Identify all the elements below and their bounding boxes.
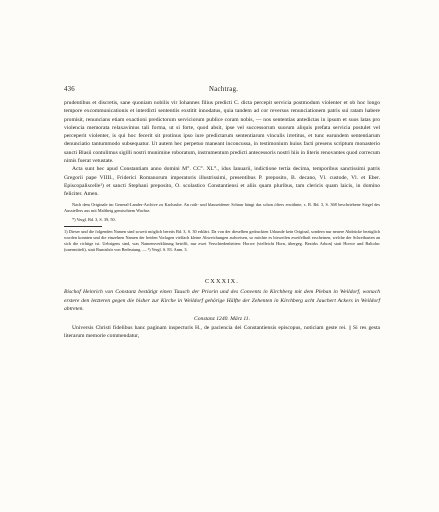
book-page — [64, 86, 380, 341]
document-dateline: Constanz 1240. März 11. — [194, 316, 250, 323]
reference-note: *) Vergl. Bd. 3, S. 39, 50. — [72, 216, 116, 222]
footnote: 1) Dieser und die folgenden Namen sind soweit möglich bereits Bd. 3, S. 30 erklärt. Da von der dieselben gedruckten Urkunde kein Original, sondern nur neuere Abdrücke bezüglich worden konnten und die einzelnen Namen der beiden Vorlagen vielfach kleine Abweichungen aufweisen, so möchte es bisweilen zweifelhaft erscheinen, welche der Schreibarten an sich die richtige ist. Uebrigens sind, was Namensverklärung betrifft, nur zwei Verschiedenheiten: Horwe (vielleicht Horn, übergeg. Bezirks Arbon) statt Horwe und Baltoluc (unermittelt), statt Rumishör von Bedeutung. — ²) Vergl. S. 83. Anm. 3. — [64, 228, 380, 253]
document-incipit: Universis Christi fidelibus hanc paginam inspecturis H., de paciencia dei Constantiensis episcopus, noticiam geste rei. || Si res gesta literarum memorie commendatur, — [64, 325, 380, 340]
footnote-divider — [64, 226, 102, 227]
page-number: 436 — [64, 86, 75, 93]
running-title: Nachtrag. — [209, 86, 239, 93]
document-number: CXXXIX. — [204, 278, 239, 286]
main-text — [64, 99, 380, 199]
source-note: Nach dem Originale im General-Landes-Archive zu Karlsruhe. An roth- und blauseidener Schnur hängt das schon öfters erwähnte, s. B. Bd. 3, S. 368 beschriebene Siegel des Ausstellers aus mit Maltheig gemischtem Wachse. — [64, 201, 380, 213]
text-paragraph: Acta sunt hec apud Constantiam anno domini M°. CC°. XL°., idus Ianuarii, indictione tertia decima, temporibus sanctissimi patris Gregorii pape VIIII., Friderici Romanorum imperatoris illustrissimi, presentibus P. preposito, B. decano, Vl. custode, Vl. et Eber. Episcopaliscelle¹) et sancti Stephani preposito, O. scolastico Constantiensi et aliis quam pluribus, tam clericis quam laicis, in domino feliciter. Amen. — [64, 166, 380, 198]
text-paragraph: prudentibus et discretis, sane quoniam nobilis vir Iohannes filius predicti C. dicta percepit servicia postmodum violenter et ob hoc longo tempore excommunicationis et interdicti sententiis exstitit innodatus, quia tandem ad cor reversus renunciationem patris sui ratam habere promisit, renuncians etiam exactioni predictorum serviciorum publice coram nobis, — nos sententias antedictas in ipsum et suos latas pro violencia memorata relaxavimus tali forma, ut si forte, quod absit, ipse vel successorum suorum aliquis prefata servicia postulet vel perceperit violenter, is qui hoc fecerit sit protinus ipso iure predictarum sententiarum vinculis irretitus, et tunc earundem sententiarum denunciatio tantummodo subsequatur. Ut autem hec perpetuo maneant inconcussa, in testimonium huius facti presens scriptum monasterio sancti Blasii contulimus sigilli nostri munimine roboratum, instrumentum predicti antecessoris nostri hiis in literis renovantes quod correcum nimis fuerat vetustate. — [64, 100, 380, 165]
running-header — [64, 86, 380, 93]
document-regest: Bischof Heinrich von Constanz bestätigt einen Tausch der Priorin und des Convents in Kirchberg mit dem Pleban in Weildorf, wonach erstere den letzteren gegen die bisher zur Kirche in Weildorf gehörige Hälfte der Zehenten in Kirchberg acht Jauchert Ackers in Weildorf abtreten. — [64, 289, 380, 312]
